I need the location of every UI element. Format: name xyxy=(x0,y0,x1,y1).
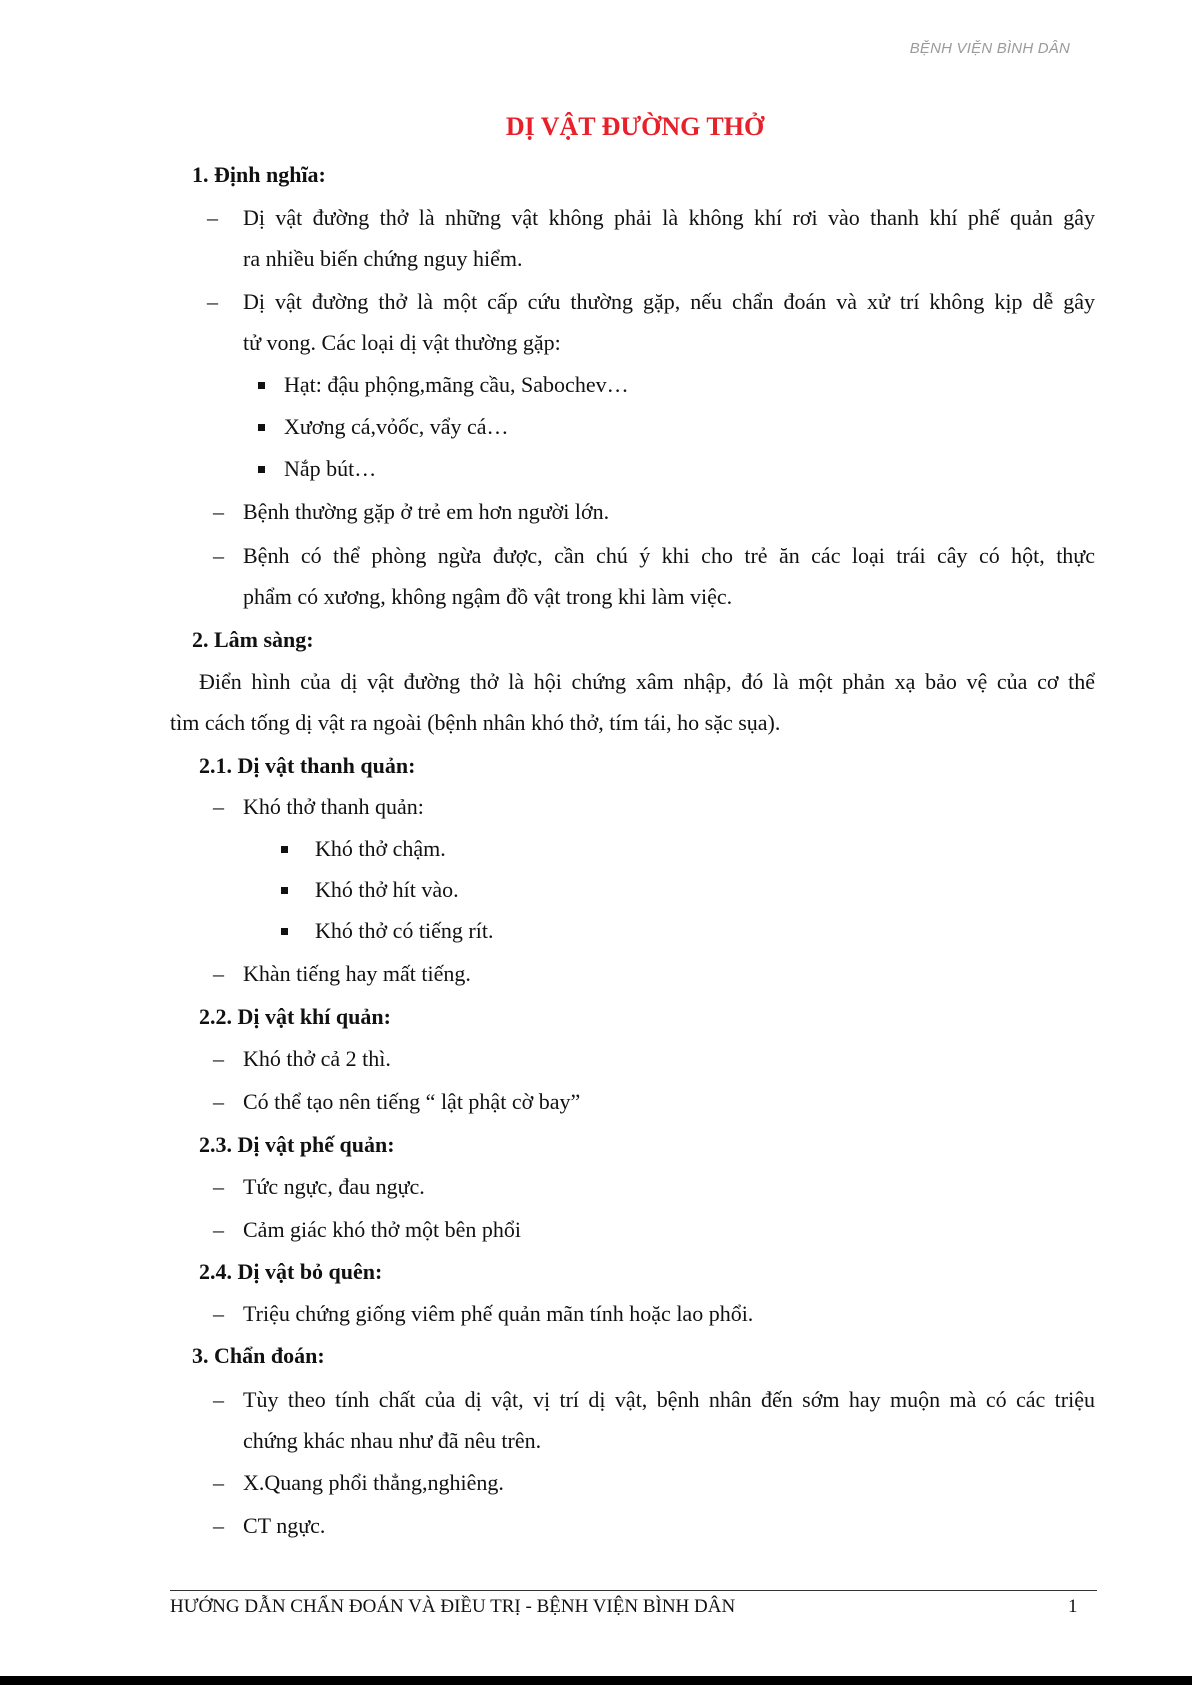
list-item: Khó thở chậm. xyxy=(315,836,446,861)
dash-marker: – xyxy=(213,1046,224,1071)
paragraph-line: tìm cách tống dị vật ra ngoài (bệnh nhân khó thở, tím tái, ho sặc sụa). xyxy=(170,710,781,735)
dash-marker: – xyxy=(213,1470,224,1495)
dash-marker: – xyxy=(213,499,224,524)
bullet-square xyxy=(258,382,265,389)
paragraph-line: chứng khác nhau như đã nêu trên. xyxy=(243,1428,542,1453)
paragraph-line: Điển hình của dị vật đường thở là hội chứng xâm nhập, đó là một phản xạ bảo vệ của cơ thể xyxy=(199,669,1095,694)
paragraph-line: Bệnh thường gặp ở trẻ em hơn người lớn. xyxy=(243,499,610,524)
paragraph-line: ra nhiều biến chứng nguy hiểm. xyxy=(243,246,523,271)
dash-marker: – xyxy=(213,1387,224,1412)
list-item: Cảm giác khó thở một bên phổi xyxy=(243,1217,522,1242)
paragraph-line: tử vong. Các loại dị vật thường gặp: xyxy=(243,330,561,355)
dash-marker: – xyxy=(213,1301,224,1326)
list-item: Hạt: đậu phộng,mãng cầu, Sabochev… xyxy=(284,372,629,397)
subsection-heading-trachea: 2.2. Dị vật khí quản: xyxy=(199,1004,391,1029)
dash-marker: – xyxy=(213,1089,224,1114)
section-heading-diagnosis: 3. Chẩn đoán: xyxy=(192,1343,325,1368)
list-item: Khó thở cả 2 thì. xyxy=(243,1046,391,1071)
document-title: DỊ VẬT ĐƯỜNG THỞ xyxy=(505,112,765,141)
page-number: 1 xyxy=(1068,1596,1078,1617)
dash-marker: – xyxy=(213,961,224,986)
dash-marker: – xyxy=(213,1174,224,1199)
dash-marker: – xyxy=(213,794,224,819)
list-item: Khàn tiếng hay mất tiếng. xyxy=(243,961,471,986)
list-item: Xương cá,vỏốc, vẩy cá… xyxy=(284,414,509,439)
list-item: Triệu chứng giống viêm phế quản mãn tính hoặc lao phổi. xyxy=(243,1301,754,1326)
subsection-heading-larynx: 2.1. Dị vật thanh quản: xyxy=(199,753,416,778)
section-heading-clinical: 2. Lâm sàng: xyxy=(192,627,314,652)
bullet-square xyxy=(281,887,288,894)
subsection-heading-bronchus: 2.3. Dị vật phế quản: xyxy=(199,1132,395,1157)
footer-rule xyxy=(170,1590,1097,1591)
dash-marker: – xyxy=(213,1513,224,1538)
bullet-square xyxy=(281,928,288,935)
paragraph-line: Bệnh có thể phòng ngừa được, cần chú ý khi cho trẻ ăn các loại trái cây có hột, thực xyxy=(243,543,1095,568)
section-heading-definition: 1. Định nghĩa: xyxy=(192,162,326,187)
paragraph-line: Tùy theo tính chất của dị vật, vị trí dị vật, bệnh nhân đến sớm hay muộn mà có các triệu xyxy=(243,1387,1095,1412)
list-item: Có thể tạo nên tiếng “ lật phật cờ bay” xyxy=(243,1089,581,1114)
list-item: Tức ngực, đau ngực. xyxy=(243,1174,425,1199)
dash-marker: – xyxy=(207,205,218,230)
list-item: X.Quang phổi thẳng,nghiêng. xyxy=(243,1470,504,1495)
footer-text: HƯỚNG DẪN CHẨN ĐOÁN VÀ ĐIỀU TRỊ - BỆNH VIỆN BÌNH DÂN xyxy=(170,1596,736,1617)
paragraph-line: Dị vật đường thở là những vật không phải là không khí rơi vào thanh khí phế quản gây xyxy=(243,205,1095,230)
dash-marker: – xyxy=(207,289,218,314)
paragraph-line: phẩm có xương, không ngậm đồ vật trong khi làm việc. xyxy=(243,584,733,609)
dash-marker: – xyxy=(213,543,224,568)
list-item: Khó thở có tiếng rít. xyxy=(315,918,494,943)
running-header: BỆNH VIỆN BÌNH DÂN xyxy=(909,40,1070,57)
list-item: Khó thở hít vào. xyxy=(315,877,459,902)
paragraph-line: Dị vật đường thở là một cấp cứu thường gặp, nếu chẩn đoán và xử trí không kịp dễ gây xyxy=(243,289,1095,314)
bottom-edge-bar xyxy=(0,1676,1192,1685)
list-item: CT ngực. xyxy=(243,1513,326,1538)
bullet-square xyxy=(258,424,265,431)
bullet-square xyxy=(258,466,265,473)
list-item: Nắp bút… xyxy=(284,456,377,481)
subsection-heading-forgotten: 2.4. Dị vật bỏ quên: xyxy=(199,1259,383,1284)
list-item: Khó thở thanh quản: xyxy=(243,794,424,819)
bullet-square xyxy=(281,846,288,853)
dash-marker: – xyxy=(213,1217,224,1242)
